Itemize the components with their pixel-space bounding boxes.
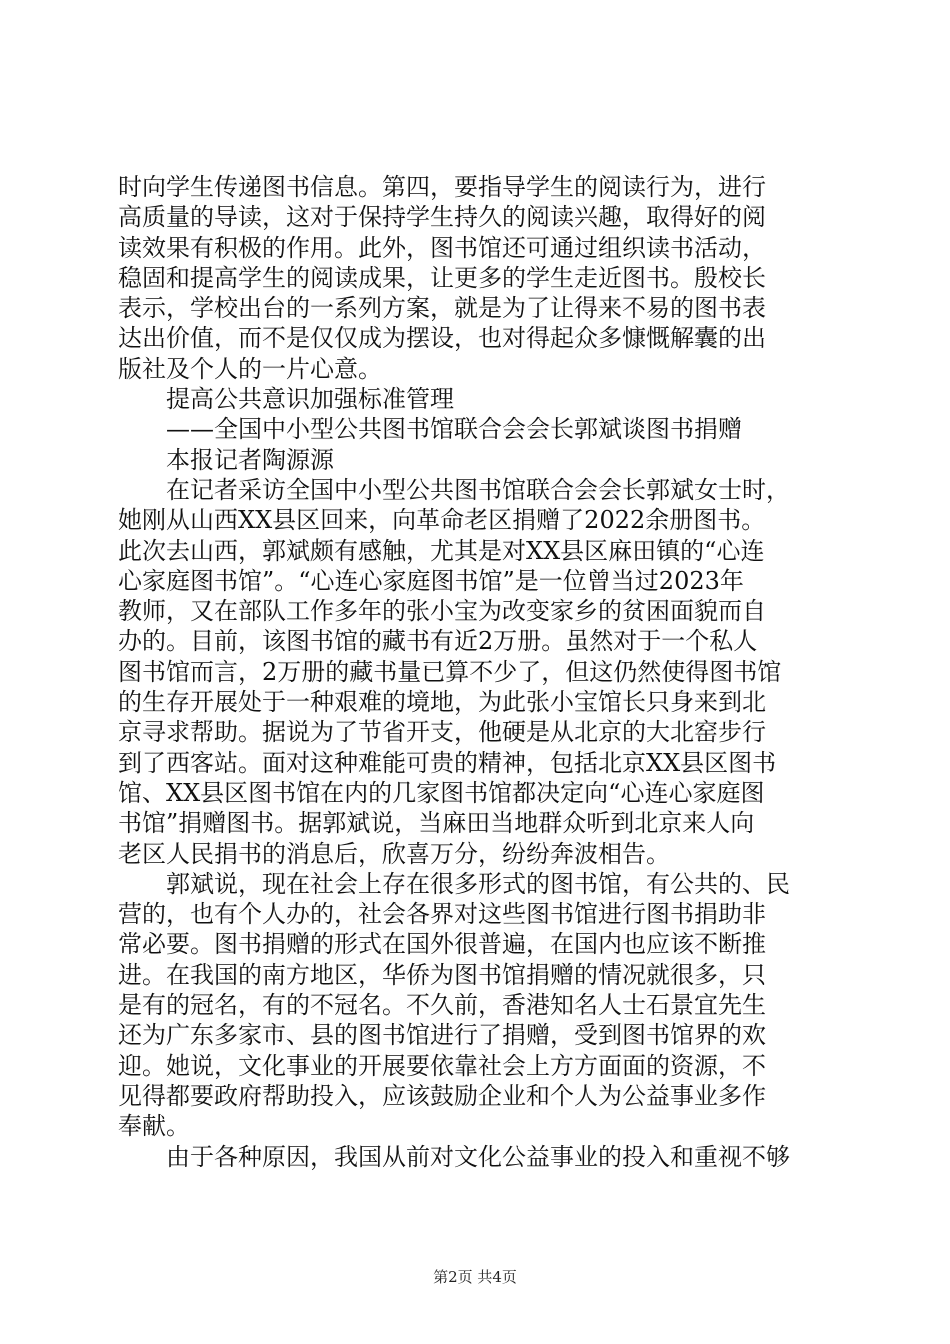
text-line: 本报记者陶源源	[166, 445, 334, 474]
page-number: 第2页 共4页	[433, 1268, 517, 1286]
text-line: 高质量的导读，这对于保持学生持久的阅读兴趣，取得好的阅	[118, 203, 766, 232]
text-line: 京寻求帮助。据说为了节省开支，他硬是从北京的大北窑步行	[118, 718, 766, 747]
text-line: 到了西客站。面对这种难能可贵的精神，包括北京XX县区图书	[118, 748, 777, 777]
text-line: 表示，学校出台的一系列方案，就是为了让得来不易的图书表	[118, 294, 766, 323]
text-line: 读效果有积极的作用。此外，图书馆还可通过组织读书活动，	[118, 233, 766, 262]
text-line: 由于各种原因，我国从前对文化公益事业的投入和重视不够	[166, 1142, 790, 1171]
text-line: 达出价值，而不是仅仅成为摆设，也对得起众多慷慨解囊的出	[118, 324, 766, 353]
text-line: 郭斌说，现在社会上存在很多形式的图书馆，有公共的、民	[166, 869, 790, 898]
text-line: 的生存开展处于一种艰难的境地，为此张小宝馆长只身来到北	[118, 688, 766, 717]
text-line: 时向学生传递图书信息。第四，要指导学生的阅读行为，进行	[118, 173, 766, 201]
text-line: 还为广东多家市、县的图书馆进行了捐赠，受到图书馆界的欢	[118, 1021, 766, 1050]
text-line: 馆、XX县区图书馆在内的几家图书馆都决定向“心连心家庭图	[118, 778, 765, 807]
text-line: 营的，也有个人办的，社会各界对这些图书馆进行图书捐助非	[118, 900, 766, 929]
text-line: 办的。目前，该图书馆的藏书有近2万册。虽然对于一个私人	[118, 627, 758, 656]
text-line: 常必要。图书捐赠的形式在国外很普遍，在国内也应该不断推	[118, 930, 766, 959]
text-line: 此次去山西，郭斌颇有感触，尤其是对XX县区麻田镇的“心连	[118, 536, 765, 565]
page-footer	[0, 1266, 950, 1287]
text-line: ——全国中小型公共图书馆联合会会长郭斌谈图书捐赠	[166, 415, 742, 444]
text-line: 提高公共意识加强标准管理	[166, 385, 454, 414]
text-line: 稳固和提高学生的阅读成果，让更多的学生走近图书。殷校长	[118, 263, 766, 292]
text-line: 图书馆而言，2万册的藏书量已算不少了，但这仍然使得图书馆	[118, 657, 782, 686]
text-line: 老区人民捐书的消息后，欣喜万分，纷纷奔波相告。	[118, 839, 670, 868]
text-line: 迎。她说，文化事业的开展要依靠社会上方方面面的资源，不	[118, 1051, 766, 1080]
text-line: 心家庭图书馆”。“心连心家庭图书馆”是一位曾当过2023年	[118, 566, 744, 595]
text-line: 书馆”捐赠图书。据郭斌说，当麻田当地群众听到北京来人向	[118, 809, 755, 838]
text-line: 版社及个人的一片心意。	[118, 354, 382, 383]
text-line: 是有的冠名，有的不冠名。不久前，香港知名人士石景宜先生	[118, 991, 766, 1020]
text-line: 教师，又在部队工作多年的张小宝为改变家乡的贫困面貌而自	[118, 597, 766, 626]
text-line: 在记者采访全国中小型公共图书馆联合会会长郭斌女士时，	[166, 475, 790, 504]
text-line: 她刚从山西XX县区回来，向革命老区捐赠了2022余册图书。	[118, 506, 766, 535]
text-line: 见得都要政府帮助投入，应该鼓励企业和个人为公益事业多作	[118, 1081, 766, 1110]
document-body	[118, 172, 838, 1172]
text-line: 进。在我国的南方地区，华侨为图书馆捐赠的情况就很多，只	[118, 960, 766, 989]
text-line: 奉献。	[118, 1112, 190, 1141]
